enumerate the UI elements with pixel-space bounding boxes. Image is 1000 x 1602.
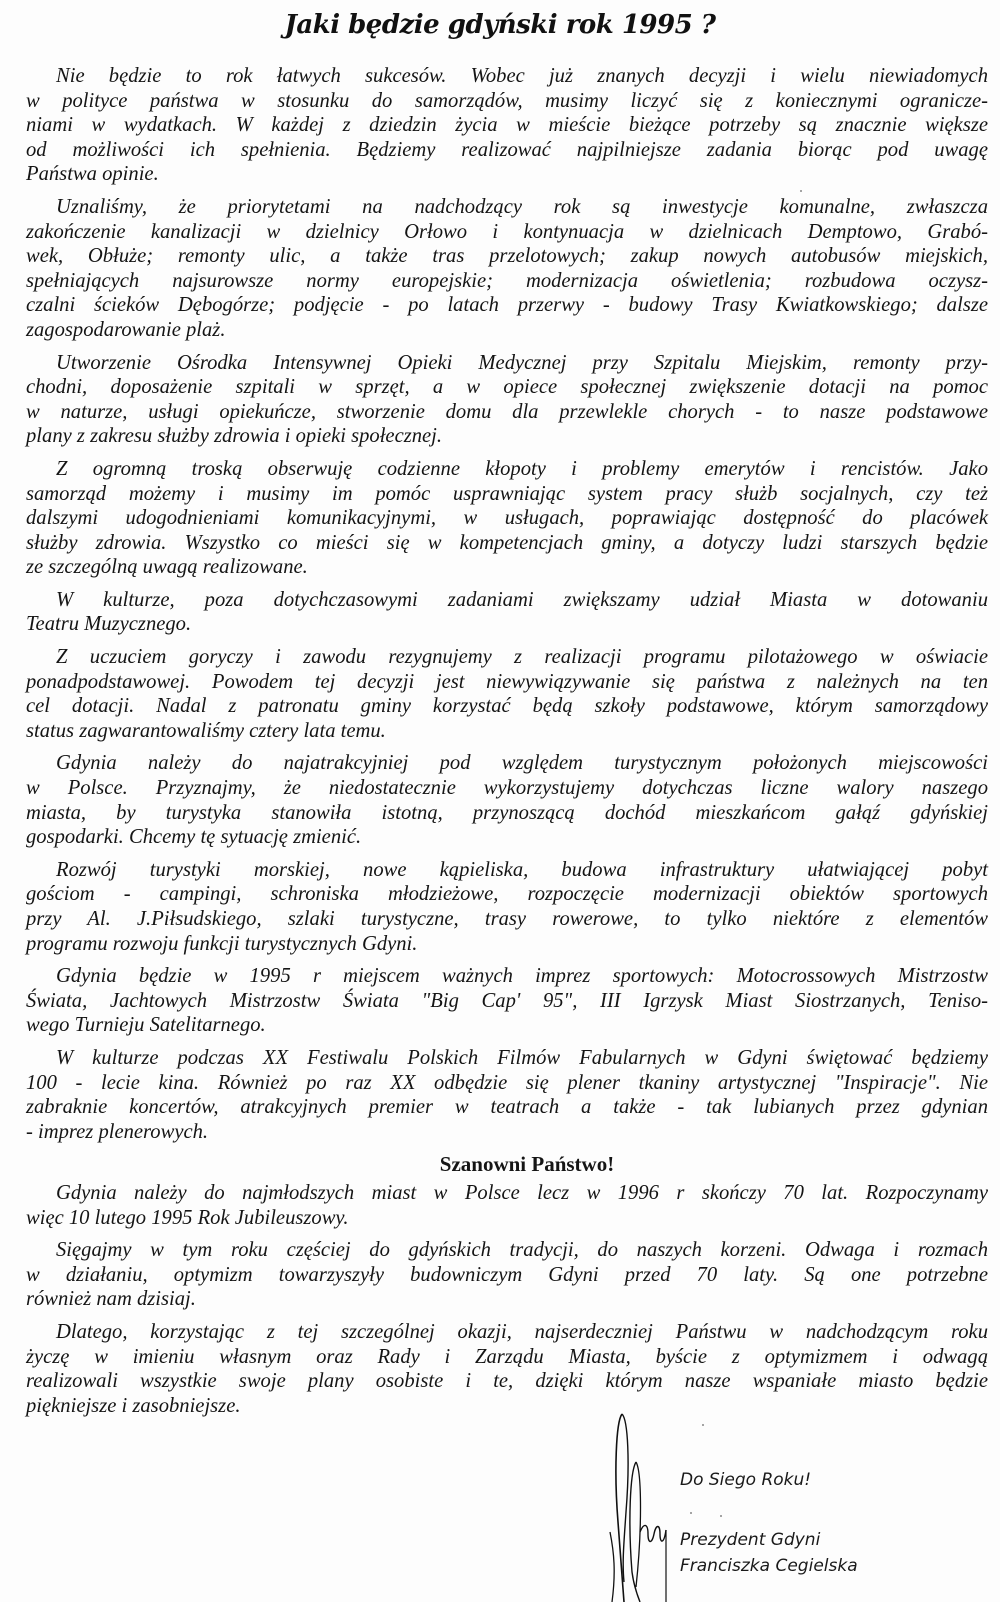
paragraph-6 — [26, 645, 988, 743]
scan-speck — [690, 1512, 692, 1514]
text-line: - imprez plenerowych. — [26, 1120, 209, 1143]
text-line: cel dotacji. Nadal z patronatu gminy korzystać będą szkoły podstawowe, którym samorządowy — [26, 695, 988, 718]
text-line: Dlatego, korzystając z tej szczególnej okazji, najserdeczniej Państwu w nadchodzącym roku — [56, 1320, 988, 1343]
text-line: w polityce państwa w stosunku do samorządów, musimy liczyć się z koniecznymi ogranicze- — [26, 89, 988, 112]
text-line: gościom - campingi, schroniska młodzieżowe, rozpoczęcie modernizacji obiektów sportowych — [26, 883, 988, 906]
text-line: od możliwości ich spełnienia. Będziemy realizować najpilniejsze zadania biorąc pod uwagę — [26, 138, 988, 161]
text-line: w działaniu, optymizm towarzyszyły budowniczym Gdyni przed 70 laty. Są one potrzebne — [26, 1263, 988, 1286]
paragraph-9 — [26, 964, 988, 1038]
salutation-heading: Szanowni Państwo! — [439, 1152, 615, 1177]
text-line: Gdynia należy do najatrakcyjniej pod względem turystycznym położonych miejscowości — [56, 752, 988, 775]
text-line: przy Al. J.Piłsudskiego, szlaki turystyczne, trasy rowerowe, to tylko niektóre z elementów — [26, 908, 988, 930]
signer-role: Prezydent Gdyni — [680, 1530, 821, 1550]
text-line: życzę w imieniu własnym oraz Rady i Zarządu Miasta, byście z optymizmem i odwagą — [26, 1345, 988, 1368]
signer-name: Franciszka Cegielska — [680, 1556, 858, 1576]
document-title: Jaki będzie gdyński rok 1995 ? — [284, 10, 716, 40]
closing-greeting: Do Siego Roku! — [680, 1470, 812, 1490]
text-line: więc 10 lutego 1995 Rok Jubileuszowy. — [26, 1206, 349, 1229]
paragraph-4 — [26, 457, 988, 580]
text-line: wek, Obłuże; remonty ulic, a także tras przelotowych; zakup nowych autobusów miejskich, — [26, 245, 988, 268]
text-line: piękniejsze i zasobniejsze. — [26, 1394, 241, 1417]
text-line: realizowali wszystkie swoje plany osobiste i te, dzięki którym nasze wspaniałe miasto będzie — [26, 1370, 988, 1393]
text-line: zakończenie kanalizacji w dzielnicy Orłowo i kontynuacja w dzielnicach Demptowo, Grabó- — [26, 220, 988, 243]
paragraph-7 — [26, 751, 988, 849]
text-line: spełniających najsurowsze normy europejskie; modernizacja oświetlenia; rozbudowa oczysz- — [26, 269, 988, 292]
text-line: Rozwój turystyki morskiej, nowe kąpieliska, budowa infrastruktury ułatwiającej pobyt — [56, 858, 988, 881]
text-line: programu rozwoju funkcji turystycznych Gdyni. — [26, 932, 418, 955]
text-line: W kulturze, poza dotychczasowymi zadaniami zwiększamy udział Miasta w dotowaniu — [56, 588, 988, 611]
paragraph-2 — [26, 195, 988, 343]
paragraph-5 — [26, 588, 988, 637]
text-line: chodni, doposażenie szpitali w sprzęt, a w opiece społecznej zwiększenie dotacji na pomoc — [26, 376, 988, 399]
text-line: Państwa opinie. — [26, 163, 159, 186]
text-line: ze szczególną uwagą realizowane. — [26, 556, 308, 579]
text-line: służby zdrowia. Wszystko co mieści się w kompetencjach gminy, a dotyczy ludzi starszych będzie — [26, 531, 988, 554]
handwritten-signature-icon — [600, 1412, 680, 1602]
text-line: Sięgajmy w tym roku częściej do gdyńskich tradycji, do naszych korzeni. Odwaga i rozmach — [56, 1239, 988, 1262]
text-line: w naturze, usługi opiekuńcze, stworzenie domu dla przewlekle chorych - to nasze podstawowe — [26, 400, 988, 423]
closing-paragraph-1 — [26, 1181, 988, 1230]
closing-paragraph-2 — [26, 1238, 988, 1312]
scan-speck — [800, 190, 802, 192]
text-line: niami w wydatkach. W każdej z dziedzin życia w mieście bieżące potrzeby są znacznie większe — [26, 114, 988, 137]
text-line: zabraknie koncertów, atrakcyjnych premier w teatrach a także - tak lubianych przez gdynian — [26, 1096, 988, 1119]
text-line: Utworzenie Ośrodka Intensywnej Opieki Medycznej przy Szpitalu Miejskim, remonty przy- — [56, 351, 988, 374]
text-line: Świata, Jachtowych Mistrzostw Świata "Big Cap' 95", III Igrzysk Miast Siostrzanych, Teniso- — [26, 989, 988, 1012]
paragraph-10 — [26, 1046, 988, 1144]
text-line: status zagwarantowaliśmy cztery lata temu. — [26, 719, 386, 742]
text-line: ponadpodstawowej. Powodem tej decyzji jest niewywiązywanie się państwa z należnych na ten — [26, 670, 988, 693]
text-line: Z uczuciem goryczy i zawodu rezygnujemy z realizacji programu pilotażowego w oświacie — [56, 646, 988, 669]
scan-speck — [720, 1515, 722, 1517]
paragraph-8 — [26, 858, 988, 956]
text-line: Z ogromną troską obserwuję codzienne kłopoty i problemy emerytów i rencistów. Jako — [56, 457, 988, 480]
text-line: Teatru Muzycznego. — [26, 613, 192, 636]
text-line: plany z zakresu służby zdrowia i opieki społecznej. — [26, 425, 443, 448]
text-line: Gdynia należy do najmłodszych miast w Polsce lecz w 1996 r skończy 70 lat. Rozpoczynamy — [56, 1181, 988, 1204]
text-line: wego Turnieju Satelitarnego. — [26, 1014, 266, 1037]
paragraph-1 — [26, 64, 988, 187]
text-line: również nam dzisiaj. — [26, 1288, 196, 1311]
text-line: W kulturze podczas XX Festiwalu Polskich Filmów Fabularnych w Gdyni świętować będziemy — [56, 1046, 988, 1069]
text-line: Nie będzie to rok łatwych sukcesów. Wobec już znanych decyzji i wielu niewiadomych — [56, 65, 988, 87]
text-line: Gdynia będzie w 1995 r miejscem ważnych imprez sportowych: Motocrossowych Mistrzostw — [56, 965, 988, 988]
text-line: samorząd możemy i musimy im pomóc usprawniając system pracy służb socjalnych, czy też — [26, 482, 988, 505]
text-line: gospodarki. Chcemy tę sytuację zmienić. — [26, 826, 362, 849]
text-line: miasta, by turystyka stanowiła istotną, przynoszącą dochód mieszkańcom gałąź gdyńskiej — [26, 801, 988, 824]
text-line: Uznaliśmy, że priorytetami na nadchodzący rok są inwestycje komunalne, zwłaszcza — [56, 195, 988, 218]
text-line: czalni ścieków Dębogórze; podjęcie - po latach przerwy - budowy Trasy Kwiatkowskiego; dalsze — [26, 294, 988, 317]
paragraph-3 — [26, 351, 988, 449]
text-line: 100 - lecie kina. Również po raz XX odbędzie się plener tkaniny artystycznej "Inspiracje". Nie — [26, 1071, 988, 1094]
closing-paragraph-3 — [26, 1320, 988, 1418]
text-line: zagospodarowanie plaż. — [26, 318, 226, 341]
scan-speck — [702, 1424, 704, 1426]
text-line: w Polsce. Przyznajmy, że niedostatecznie wykorzystujemy dotychczas liczne walory naszego — [26, 777, 988, 800]
letter-body — [26, 64, 988, 1426]
text-line: dalszymi udogodnieniami komunikacyjnymi, w usługach, poprawiając dostępność do placówek — [26, 507, 988, 530]
